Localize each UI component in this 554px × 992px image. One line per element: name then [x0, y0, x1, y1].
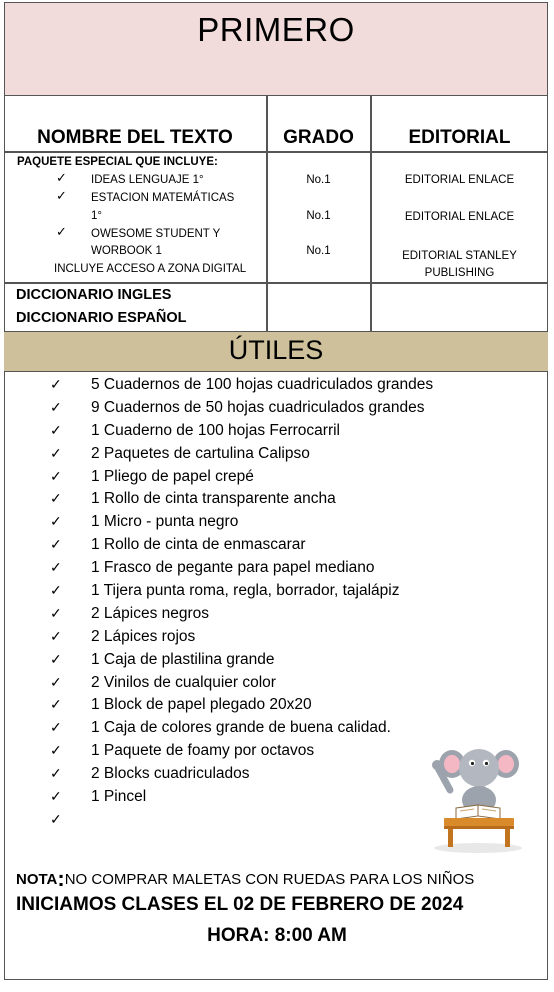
utiles-item-label: 5 Cuadernos de 100 hojas cuadriculados grandes [91, 376, 434, 393]
check-icon: ✓ [50, 421, 62, 438]
table-header-divider [4, 151, 548, 153]
check-icon: ✓ [50, 650, 62, 667]
check-icon: ✓ [50, 810, 62, 827]
check-icon: ✓ [50, 559, 62, 576]
check-icon: ✓ [50, 627, 62, 644]
utiles-item [50, 785, 433, 808]
check-icon: ✓ [50, 376, 62, 392]
utiles-item [50, 762, 433, 785]
package-item-publisher-cont: PUBLISHING [424, 267, 495, 279]
utiles-item-label: 2 Paquetes de cartulina Calipso [91, 444, 310, 462]
package-item-name: ESTACION MATEMÁTICAS [91, 192, 235, 204]
package-item-grade: No.1 [306, 210, 331, 222]
package-item-publisher: EDITORIAL ENLACE [404, 211, 515, 223]
package-footer: INCLUYE ACCESO A ZONA DIGITAL [54, 263, 247, 275]
utiles-item-label: 2 Vinilos de cualquier color [91, 673, 276, 691]
check-icon: ✓ [50, 719, 62, 736]
header-publisher: EDITORIAL [408, 127, 511, 148]
utiles-item-label: 1 Micro - punta negro [91, 513, 239, 531]
dictionary-spanish: DICCIONARIO ESPAÑOL [16, 310, 187, 326]
check-icon: ✓ [56, 170, 67, 185]
dictionary-english: DICCIONARIO INGLES [16, 287, 172, 303]
utiles-item [50, 648, 433, 671]
utiles-item [50, 442, 433, 465]
utiles-title: ÚTILES [228, 335, 324, 365]
check-icon: ✓ [50, 788, 62, 805]
check-icon: ✓ [50, 444, 62, 461]
check-icon: ✓ [50, 513, 62, 530]
package-item-publisher: EDITORIAL ENLACE [404, 174, 515, 186]
utiles-item [50, 487, 433, 510]
package-label: PAQUETE ESPECIAL QUE INCLUYE: [17, 156, 218, 168]
utiles-item [50, 419, 433, 442]
utiles-list [50, 373, 433, 831]
utiles-item [50, 396, 433, 419]
utiles-item-label: 1 Tijera punta roma, regla, borrador, tajalápiz [91, 582, 400, 600]
check-icon: ✓ [56, 224, 67, 239]
check-icon: ✓ [50, 696, 62, 713]
check-icon: ✓ [50, 490, 62, 507]
check-icon: ✓ [50, 742, 62, 759]
header-name: NOMBRE DEL TEXTO [37, 127, 233, 148]
utiles-item [50, 533, 433, 556]
utiles-item-label: 1 Pincel [91, 788, 147, 806]
note-text: NO COMPRAR MALETAS CON RUEDAS PARA LOS NIÑOS [64, 871, 475, 888]
package-item-name-cont: WORBOOK 1 [91, 245, 162, 257]
utiles-item-label: 1 Rollo de cinta de enmascarar [91, 536, 306, 554]
utiles-item-label: 9 Cuadernos de 50 hojas cuadriculados grandes [91, 398, 425, 416]
utiles-item [50, 808, 433, 831]
utiles-item [50, 716, 433, 739]
utiles-item-label: 1 Paquete de foamy por octavos [91, 742, 315, 760]
utiles-item [50, 671, 433, 694]
classes-start: INICIAMOS CLASES EL 02 DE FEBRERO DE 2024 [16, 894, 464, 915]
utiles-item [50, 693, 433, 716]
utiles-item [50, 602, 433, 625]
package-item-name: IDEAS LENGUAJE 1° [91, 174, 204, 186]
utiles-item [50, 579, 433, 602]
elephant-mascot-illustration [428, 742, 524, 854]
utiles-banner [4, 331, 548, 372]
utiles-item-label: 1 Caja de plastilina grande [91, 650, 275, 668]
utiles-item-label: 1 Pliego de papel crepé [91, 467, 254, 485]
utiles-item [50, 373, 433, 396]
package-item-grade: No.1 [306, 174, 331, 186]
header-grade: GRADO [283, 127, 354, 148]
classes-hour: HORA: 8:00 AM [207, 925, 347, 946]
utiles-item-label: 1 Block de papel plegado 20x20 [91, 696, 312, 714]
utiles-item-label: 1 Caja de colores grande de buena calidad. [91, 719, 391, 737]
check-icon: ✓ [56, 188, 67, 203]
page-title: PRIMERO [197, 11, 355, 48]
utiles-item [50, 739, 433, 762]
check-icon: ✓ [50, 765, 62, 782]
utiles-item-label: 2 Blocks cuadriculados [91, 765, 250, 783]
utiles-item [50, 556, 433, 579]
check-icon: ✓ [50, 398, 62, 415]
check-icon: ✓ [50, 467, 62, 484]
utiles-item [50, 625, 433, 648]
note-label: NOTA [16, 871, 58, 888]
dictionary-list [16, 284, 187, 330]
utiles-item-label: 1 Rollo de cinta transparente ancha [91, 490, 336, 508]
check-icon: ✓ [50, 604, 62, 621]
utiles-item-label: 1 Cuaderno de 100 hojas Ferrocarril [91, 421, 340, 439]
utiles-item [50, 510, 433, 533]
check-icon: ✓ [50, 582, 62, 599]
check-icon: ✓ [50, 536, 62, 553]
package-item-grade: No.1 [306, 245, 331, 257]
package-item-name: OWESOME STUDENT Y [91, 228, 221, 240]
note-colon: : [57, 866, 65, 891]
utiles-item [50, 465, 433, 488]
utiles-item-label: 2 Lápices rojos [91, 627, 196, 645]
check-icon: ✓ [50, 673, 62, 690]
title-banner [4, 2, 548, 96]
note [16, 866, 474, 892]
package-item-name-cont: 1° [91, 210, 102, 222]
package-item-publisher: EDITORIAL STANLEY [402, 250, 517, 262]
utiles-item-label: 1 Frasco de pegante para papel mediano [91, 559, 375, 577]
utiles-item-label: 2 Lápices negros [91, 604, 210, 622]
